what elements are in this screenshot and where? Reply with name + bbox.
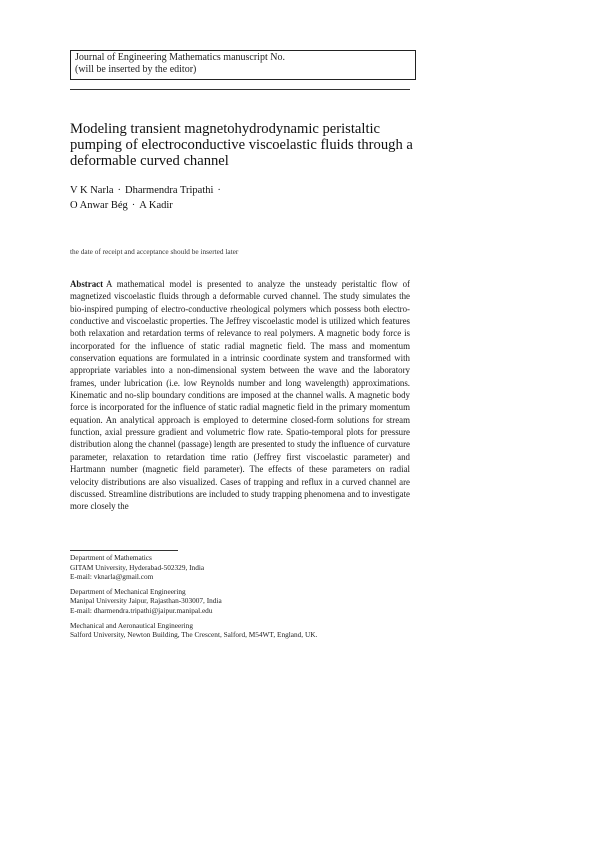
- affiliation-email: E-mail: dharmendra.tripathi@jaipur.manipal.edu: [70, 605, 213, 615]
- author-name: Dharmendra Tripathi: [125, 185, 214, 196]
- header-rule: [70, 89, 410, 90]
- affiliation-2: [70, 587, 415, 616]
- author-name: A Kadir: [139, 199, 173, 211]
- affiliation-email: E-mail: vknarla@gmail.com: [70, 572, 154, 582]
- affiliation-address: Salford University, Newton Building, The Crescent, Salford, M54WT, England, UK.: [70, 630, 318, 640]
- author-name: V K Narla: [70, 185, 114, 196]
- journal-line: Journal of Engineering Mathematics manuscript No.: [75, 52, 285, 63]
- receipt-date-note: the date of receipt and acceptance should be inserted later: [70, 247, 239, 256]
- paper-title: Modeling transient magnetohydrodynamic peristaltic pumping of electroconductive viscoelastic fluids through a deformable curved channel: [70, 121, 413, 170]
- affiliations: [70, 553, 415, 645]
- abstract: [70, 278, 410, 513]
- author-name: O Anwar Bég: [70, 199, 128, 211]
- affiliation-1: [70, 553, 415, 582]
- abstract-label: Abstract: [70, 279, 104, 289]
- editor-note: (will be inserted by the editor): [75, 64, 197, 75]
- author-separator: ·: [131, 199, 136, 211]
- abstract-text: A mathematical model is presented to analyze the unsteady peristaltic flow of magnetized viscoelastic fluids through a deformable curved channel. The study simulates the bio-inspired pumping of electro-conductive rheological polymers which possess both electro-conductive and viscoelastic properties. The Jeffrey viscoelastic model is utilized which features both relaxation and retardation terms of relevance to real polymers. A magnetic body force is incorporated for the influence of static radial magnetic field. The mass and momentum conservation equations are formulated in a intrinsic coordinate system and transformed with appropriate variables into a non-dimensional system between the wave and the laboratory frames, under lubrication (i.e. low Reynolds number and long wavelength) approximations. Kinematic and no-slip boundary conditions are imposed at the channel walls. A magnetic body force is incorporated for the influence of static radial magnetic field in the primary momentum equation. An analytical approach is employed to determine closed-form solutions for stream function, axial pressure gradient and volumetric flow rate. Spatio-temporal plots for pressure distribution along the channel (passage) length are presented to study the influence of curvature parameter, relaxation to retardation time ratio (Jeffrey first viscoelastic parameter) and Hartmann number (magnetic field parameter). The effects of these parameters on radial velocity distributions are also visualized. Cases of trapping and reflux in a curved channel are discussed. Streamline distributions are included to study trapping phenomena and to investigate more closely the: [70, 279, 410, 512]
- affiliation-3: [70, 621, 415, 640]
- affiliation-address: Manipal University Jaipur, Rajasthan-303007, India: [70, 596, 222, 606]
- author-line-2: [70, 199, 400, 214]
- journal-header-box: [70, 50, 416, 80]
- affiliation-dept: Mechanical and Aeronautical Engineering: [70, 620, 193, 630]
- affiliation-dept: Department of Mathematics: [70, 553, 152, 562]
- affiliation-address: GITAM University, Hyderabad-502329, India: [70, 562, 205, 572]
- author-separator: ·: [217, 185, 221, 196]
- author-line-1: [70, 184, 400, 199]
- author-list: [70, 184, 400, 213]
- footnote-rule: [70, 550, 178, 551]
- author-separator: ·: [117, 185, 122, 196]
- affiliation-dept: Department of Mechanical Engineering: [70, 586, 186, 596]
